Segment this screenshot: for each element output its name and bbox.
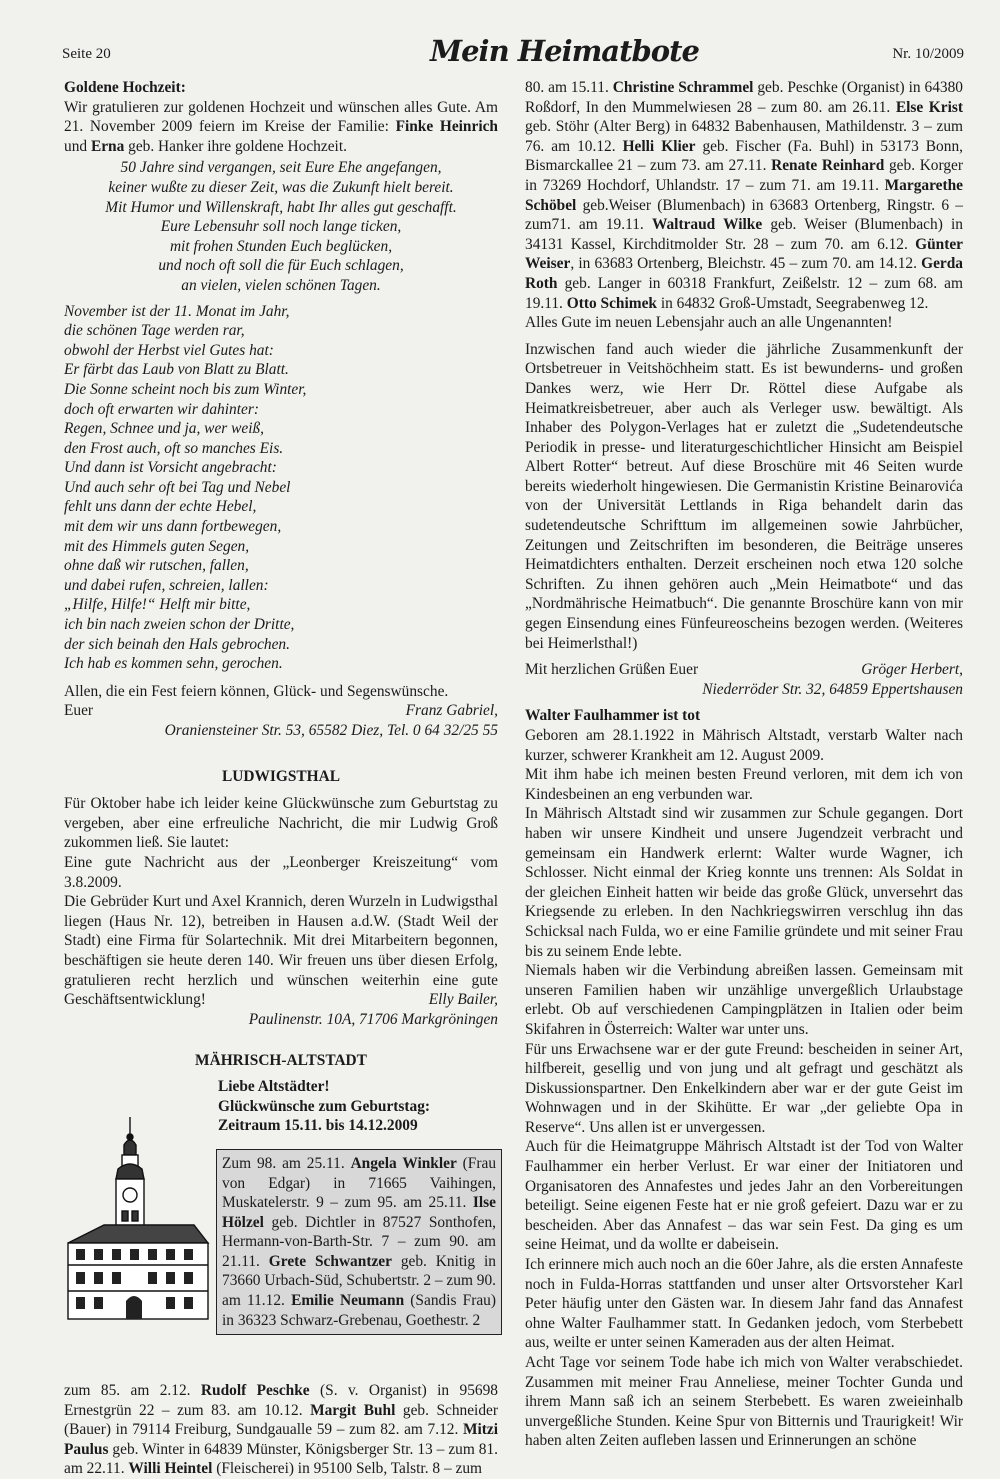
greeting-address: Niederröder Str. 32, 64859 Eppertshausen <box>702 680 963 698</box>
celebrant-name: Gerda Roth <box>525 255 963 292</box>
greeting-line <box>525 660 963 680</box>
obituary-paragraph: Geboren am 28.1.1922 in Mährisch Altstadt, verstarb Walter nach kurzer, schwerer Krankheit am 12. August 2009. <box>525 727 963 764</box>
ludwigsthal-p3: Die Gebrüder Kurt und Axel Krannich, deren Wurzeln in Ludwigsthal liegen (Haus Nr. 12), betreiben in Hausen a.d.W. (Stadt Weil der Stadt) eine Firma für Solartechnik. Mit drei Mitarbeitern begonnen, beschäftigen sie heute deren 140. Wir freuen uns über diesen Erfolg, gratulieren recht herzlich und wünschen weiterhin eine gute Geschäftsentwicklung! <box>64 893 498 1009</box>
celebrant-name: Margarethe Schöbel <box>525 176 963 214</box>
obituary-paragraph: Ich erinnere mich auch noch an die 60er Jahre, als die ersten Annafeste noch in Fulda-Horras stattfanden und unser alter Ortsvorsteher Karl Peter häufig unter den Gästen war. In diesem Jahr fand das Annafest ohne Walter Faulhammer statt. In Gedanken jedoch, vom Sterbebett aus, weilte er unter seinen Kameraden aus der alten Heimat. <box>525 1256 963 1352</box>
signer-address: Oraniensteiner Str. 53, 65582 Diez, Tel. 0 64 32/25 55 <box>164 722 498 739</box>
signer-name: Franz Gabriel, <box>405 702 498 720</box>
poem-line: Ich hab es kommen sehn, gerochen. <box>64 655 283 673</box>
obituary-paragraph: Acht Tage vor seinem Tode habe ich mich von Walter verabschiedet. Zusammen mit meiner Frau Anneliese, meiner Tochter Gunda und ihrem Mann saß ich an seinem Sterbebett. Es waren zweieinhalb unvergeßliche Stunden. Keine Spur von Bitternis und Traurigkeit! Wir haben alten Zeiten aufleben lassen und Erinnerungen an schöne <box>525 1354 963 1450</box>
poem-line: die schönen Tage werden rar, <box>64 322 245 340</box>
celebrant-name: Emilie Neumann <box>291 1292 405 1310</box>
poem-line: mit dem wir uns dann fortbewegen, <box>64 518 282 536</box>
greeting-text: Mit herzlichen Grüßen Euer <box>525 661 699 679</box>
masthead-logo: Mein Heimatbote <box>430 34 699 68</box>
ludwigsthal-address: Paulinenstr. 10A, 71706 Markgröningen <box>248 1010 498 1028</box>
birthday-continuation: zum 85. am 2.12. Rudolf Peschke (S. v. Organist) in 95698 Ernestgrün 22 – zum 83. am 10.12. Margit Buhl geb. Schneider (Bauer) in 79114 Freiburg, Sundgaualle 59 – zum 82. am 7.12. Mitzi Paulus geb. Winter in 64839 Münster, Königsberger Str. 13 – zum 81. am 22.11. Willi Heintel (Fleischerei) in 95100 Selb, Talstr. 8 – zum <box>64 1381 498 1478</box>
poem-line: ohne daß wir rutschen, fallen, <box>64 557 249 575</box>
poem-november <box>64 302 498 674</box>
celebrant-name: Mitzi Paulus <box>64 1421 498 1458</box>
obituary-paragraph: Niemals haben wir die Verbindung abreißen lassen. Gemeinsam mit unseren Familien haben wir unzählige unvergeßlich Urlaubstage erlebt. Ob auf verschiedenen Campingplätzen in Italien oder beim Skifahren in Österreich: Walter war unter uns. <box>525 962 963 1038</box>
poem-line: und noch oft soll die für Euch schlagen, <box>158 257 404 275</box>
celebrant-name: Margit Buhl <box>310 1401 396 1419</box>
poem-line: Und dann ist Vorsicht angebracht: <box>64 459 277 477</box>
celebrant-name: Else Krist <box>895 98 963 116</box>
celebrant-name: Grete Schwantzer <box>268 1252 392 1270</box>
ludwigsthal-signer: Elly Bailer, <box>428 991 498 1009</box>
celebrant-name: Christine Schrammel <box>612 79 754 96</box>
ludwigsthal-title: LUDWIGSTHAL <box>221 767 341 785</box>
celebrant-name: Rudolf Peschke <box>200 1381 310 1399</box>
poem-line: Er färbt das Laub von Blatt zu Blatt. <box>64 361 289 379</box>
celebrant-name: Otto Schimek <box>566 294 657 312</box>
poem-line: der sich beinah den Hals gebrochen. <box>64 635 290 653</box>
town-hall-illustration <box>64 1115 212 1325</box>
poem-line: Mit Humor und Willenskraft, habt Ihr alles gut geschafft. <box>105 198 457 216</box>
birthday-box: Zum 98. am 25.11. Angela Winkler (Frau von Edgar) in 71665 Vaihingen, Muskatelerstr. 9 – zum 95. am 25.11. Ilse Hölzel geb. Dichtler in 87527 Sonthofen, Hermann-von-Barth-Str. 7 – zum 90. am 21.11. Grete Schwantzer geb. Knitig in 73660 Urbach-Süd, Schubertstr. 2 – zum 90. am 11.12. Emilie Neumann (Sandis Frau) in 36323 Schwarz-Grebenau, Goethestr. 2 <box>216 1149 502 1335</box>
goldene-hochzeit-title: Goldene Hochzeit: <box>64 79 186 96</box>
poem-line: mit frohen Stunden Euch beglücken, <box>169 237 393 255</box>
ludwigsthal-p1: Für Oktober habe ich leider keine Glückwünsche zum Geburtstag zu vergeben, aber eine erfreuliche Nachricht, die mir Ludwig Groß zukommen ließ. Sie lautet: <box>64 795 498 852</box>
couple-name-2: Erna <box>90 137 125 155</box>
celebrant-name: Helli Klier <box>622 137 696 155</box>
birthday-list-continued: 80. am 15.11. Christine Schrammel geb. Peschke (Organist) in 64380 Roßdorf, In den Mummelwiesen 28 – zum 80. am 26.11. Else Krist geb. Stöhr (Alter Berg) in 64832 Babenhausen, Mathildenstr. 3 – zum 76. am 10.12. Helli Klier geb. Fischer (Fa. Buhl) in 53173 Bonn, Bismarckallee 21 – zum 73. am 27.11. Renate Reinhard geb. Korger in 73269 Hochdorf, Uhlandstr. 17 – zum 71. am 19.11. Margarethe Schöbel geb.Weiser (Blumenbach) in 63683 Ortenberg, Ringstr. 6 – zum71. am 19.11. Waltraud Wilke geb. Weiser (Blumenbach) in 34131 Kassel, Kirchditmolder Str. 28 – zum 70. am 6.12. Günter Weiser, in 63683 Ortenberg, Bleichstr. 45 – zum 70. am 14.12. Gerda Roth geb. Langer in 60318 Frankfurt, Zeißelstr. 12 – zum 68. am 19.11. Otto Schimek in 64832 Groß-Umstadt, Seegrabenweg 12. <box>525 79 963 312</box>
ludwigsthal-p2: Eine gute Nachricht aus der „Leonberger Kreiszeitung“ vom 3.8.2009. <box>64 853 498 891</box>
left-column <box>64 78 498 1479</box>
maehrisch-block <box>64 1077 498 1381</box>
obituary-paragraph: In Mährisch Altstadt sind wir zusammen zur Schule gegangen. Dort haben wir unsere Kindheit und unsere Jugendzeit verbracht und gemeinsam ein Handwerk erlernt: Walter wurde Wagner, ich Schlosser. Nicht einmal der Krieg konnte uns trennen: Als Soldat in der gleichen Einheit hatten wir beide das große Glück, unversehrt das Kriegsende zu erleben. In den Nachkriegswirren verschlug ihn das Schicksal nach Fulda, wo er eine Familie gründete und mit seiner Frau bis zu seinem Ende lebte. <box>525 805 963 960</box>
celebrant-name: Ilse Hölzel <box>222 1194 496 1231</box>
celebrant-name: Waltraud Wilke <box>651 216 763 234</box>
poem-line: Eure Lebensuhr soll noch lange ticken, <box>160 218 402 236</box>
page-number: Seite 20 <box>62 46 111 62</box>
poem-line: ich bin nach zweien schon der Dritte, <box>64 616 295 634</box>
poem-line: November ist der 11. Monat im Jahr, <box>64 302 290 320</box>
celebrant-name: Renate Reinhard <box>771 157 885 175</box>
poem-line: mit des Himmels guten Segen, <box>64 537 250 555</box>
right-column <box>525 78 963 1451</box>
poem-line: und dabei rufen, schreien, lallen: <box>64 576 269 594</box>
maehrisch-title: MÄHRISCH-ALTSTADT <box>195 1052 367 1070</box>
obituary-paragraph: Mit ihm habe ich meinen besten Freund verloren, mit dem ich von Kindesbeinen an eng verbunden war. <box>525 766 963 803</box>
poem-line: 50 Jahre sind vergangen, seit Eure Ehe angefangen, <box>120 159 442 177</box>
celebrant-name: Günter Weiser <box>525 235 963 273</box>
euer-label: Euer <box>64 702 94 720</box>
greeting-signer: Gröger Herbert, <box>861 661 963 679</box>
maehrisch-intro: Liebe Altstädter! Glückwünsche zum Geburtstag: Zeitraum 15.11. bis 14.12.2009 <box>218 1077 431 1135</box>
poem-line: Regen, Schnee und ja, wer weiß, <box>64 420 265 438</box>
poem-wedding <box>64 158 498 295</box>
goldene-hochzeit-intro: Wir gratulieren zur goldenen Hochzeit und wünschen alles Gute. Am 21. November 2009 feiern im Kreise der Familie: Finke Heinrich und Erna geb. Hanker ihre goldene Hochzeit. <box>64 98 498 155</box>
signature-line <box>64 701 498 721</box>
celebrant-name: Angela Winkler <box>350 1154 457 1172</box>
obituary-paragraph: Für uns Erwachsene war er der gute Freund: bescheiden in seiner Art, hilfbereit, gesellig und von jung und alt gefragt und geschätzt als Diskussionspartner. Den Enkelkindern aber war er der gute Geist im Wohnwagen und in der Skihütte. Er war „der geliebte Opa in Reserve“. Uns allen ist er unvergessen. <box>525 1040 963 1136</box>
alles-gute: Alles Gute im neuen Lebensjahr auch an alle Ungenannten! <box>525 314 893 332</box>
issue-number: Nr. 10/2009 <box>892 46 964 62</box>
poem-line: obwohl der Herbst viel Gutes hat: <box>64 341 274 359</box>
poem-line: Die Sonne scheint noch bis zum Winter, <box>64 380 307 398</box>
obituary-paragraph: Auch für die Heimatgruppe Mährisch Altstadt ist der Tod von Walter Faulhammer ein herber Verlust. Er war einer der Initiatoren und Organisatoren des Annafestes und jedes Jahr an den Vorbereitungen beteiligt. Seine eigenen Feste hat er nie groß gefeiert. Dazu war er zu bescheiden. Aber das Annafest – das war sein Fest. Da ging es um seine Heimat, und da wollte er dabeisein. <box>525 1138 963 1254</box>
poem-line: an vielen, vielen schönen Tagen. <box>181 276 381 294</box>
poem-line: Und auch sehr oft bei Tag und Nebel <box>64 478 291 496</box>
poem-line: doch oft erwarten wir dahinter: <box>64 400 259 418</box>
ortsbetreuer-treffen: Inzwischen fand auch wieder die jährliche Zusammenkunft der Ortsbetreuer in Veitshöchheim statt. Es ist bewunderns- und großen Dankes werz, wie Herr Dr. Röttel diese Aufgabe als Heimatkreisbetreuer, aber auch als Verleger usw. bewältigt. Als Inhaber des Polygon-Verlages hat er zuletzt die „Sudetendeutsche Periodik in presse- und literaturgeschichtlicher Hinsicht am Beispiel Albert Rotter“ betreut. Auf diese Broschüre mit 46 Seiten wurde bereits wiederholt hingewiesen. Die Germanistin Kristine Beinarovića von der Universität Lettlands in Riga behandelt darin das sudetendeutsche Schrifttum im allgemeinen sowie Jahrbücher, Zeitungen und Zeitschriften im besonderen, die Beiträge unseres Heimatdichters enthalten. Derzeit erscheinen noch etwa 120 solche Schriften. Zu ihnen gehören auch „Mein Heimatbote“ und das „Nordmährische Heimatbuch“. Die genannte Broschüre kann von mir gegen Einsendung eines Fünfeureoscheins bezogen werden. (Weiteres bei Heimerlsthal!) <box>525 340 963 652</box>
obituary-title: Walter Faulhammer ist tot <box>525 707 701 725</box>
couple-name-1: Finke Heinrich <box>395 118 498 136</box>
poem-line: fehlt uns dann der echte Hebel, <box>64 498 257 516</box>
poem-line: den Frost auch, oft so manches Eis. <box>64 439 284 457</box>
poem-line: „Hilfe, Hilfe!“ Helft mir bitte, <box>64 596 251 614</box>
poem-line: keiner wußte zu dieser Zeit, was die Zukunft hielt bereit. <box>108 178 454 196</box>
page-header <box>62 34 964 70</box>
celebrant-name: Willi Heintel <box>128 1460 213 1478</box>
goldene-closing: Allen, die ein Fest feiern können, Glück- und Segenswünsche. <box>64 682 449 700</box>
